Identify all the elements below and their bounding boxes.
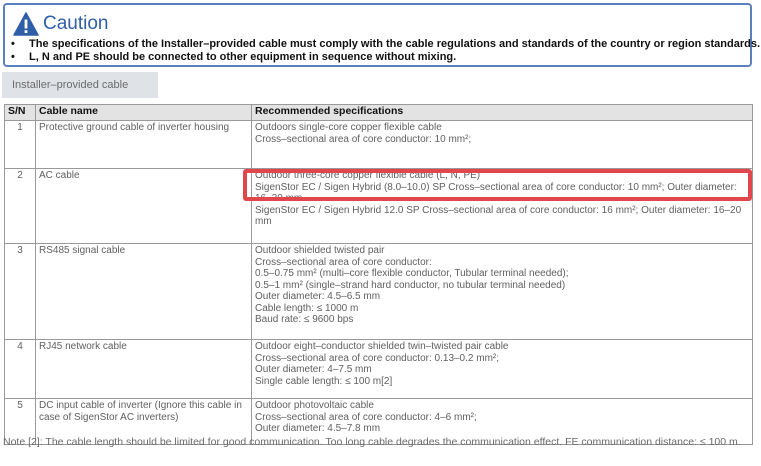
row-sn: 3 [5,244,36,340]
section-tab: Installer–provided cable [2,72,158,98]
row-cable-name: Protective ground cable of inverter housing [36,121,252,169]
row-spec [252,169,753,244]
table-row [5,169,753,244]
spec-line: Outer diameter: 4–7.5 mm [255,364,372,375]
row-sn: 2 [5,169,36,244]
spec-line: Outer diameter: 4.5–6.5 mm [255,291,381,302]
header-sn: S/N [5,105,36,121]
row-cable-name: RJ45 network cable [36,340,252,399]
caution-item: • The specifications of the Installer–provided cable must comply with the cable regulations and standards of the country or region standards. [11,38,760,51]
spec-line: 0.5–0.75 mm² (multi–core flexible conductor, Tubular terminal needed); [255,268,569,279]
table-header-row [5,105,753,121]
spec-line: Cross–sectional area of core conductor: 10 mm²; [255,133,472,145]
spec-line: Cross–sectional area of core conductor: [255,256,432,268]
spec-line: Outdoor three-core copper flexible cable (L, N, PE) [255,170,481,181]
header-cable-name: Cable name [36,105,252,121]
spec-line: Outdoors single-core copper flexible cable [255,122,442,133]
table-row [5,340,753,399]
row-sn: 4 [5,340,36,399]
spec-line: Outer diameter: 4.5–7.8 mm [255,423,381,434]
spec-line: Baud rate: ≤ 9600 bps [255,314,354,325]
caution-box [3,3,761,67]
cable-spec-table [4,104,753,445]
table-row [5,244,753,340]
caution-title: Caution [43,13,109,34]
spec-line: Cable length: ≤ 1000 m [255,302,359,314]
spec-line: Outdoor photovoltaic cable [255,400,374,411]
spec-line: 0.5–1 mm² (single–strand hard conductor, no tubular terminal needed) [255,279,566,291]
warning-triangle-icon [13,12,39,36]
row-cable-name: DC input cable of inverter (Ignore this cable in case of SigenStor AC inverters) [36,399,252,445]
row-spec [252,244,753,340]
footnote: Note [2]: The cable length should be limited for good communication. Too long cable degrades the communication effect. FE communication distance: ≤ 100 m. [3,436,741,448]
spec-line: Single cable length: ≤ 100 m[2] [255,375,393,387]
row-sn: 5 [5,399,36,445]
spec-line: Cross–sectional area of core conductor: 4–6 mm²; [255,411,477,423]
header-specifications: Recommended specifications [252,105,753,121]
spec-line: Outdoor eight–conductor shielded twin–twisted pair cable [255,341,509,352]
caution-header [13,11,109,37]
row-spec [252,121,753,169]
spec-line: Cross–sectional area of core conductor: 0.13–0.2 mm²; [255,352,500,364]
spec-line: Outdoor shielded twisted pair [255,245,385,256]
spec-line: SigenStor EC / Sigen Hybrid 12.0 SP Cross–sectional area of core conductor: 16 mm²; Outer diameter: 16–20 mm [255,204,742,227]
row-sn: 1 [5,121,36,169]
caution-item: • L, N and PE should be connected to other equipment in sequence without mixing. [11,51,760,64]
caution-list [11,38,760,64]
row-cable-name: RS485 signal cable [36,244,252,340]
row-cable-name: AC cable [36,169,252,244]
table-row [5,121,753,169]
spec-line-highlighted: SigenStor EC / Sigen Hybrid (8.0–10.0) SP Cross–sectional area of core conductor: 10 mm²; Outer diameter: 16–20 mm [255,181,737,204]
row-spec [252,340,753,399]
